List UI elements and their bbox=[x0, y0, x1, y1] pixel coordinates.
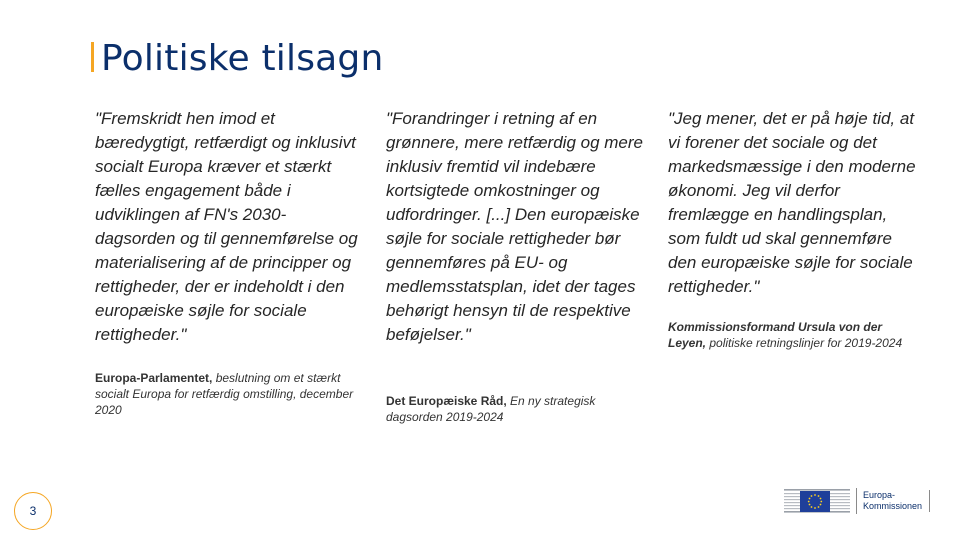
quote-source bbox=[95, 370, 360, 418]
quote-source-detail: politiske retningslinjer for 2019-2024 bbox=[706, 336, 903, 350]
quote-column-parliament bbox=[95, 107, 360, 418]
page-title: Politiske tilsagn bbox=[101, 38, 384, 79]
european-commission-logo bbox=[784, 486, 930, 516]
quote-text: "Fremskridt hen imod et bæredygtigt, retfærdigt og inklusivt socialt Europa kræver et stærkt fælles engagement både i udviklingen af FN's 2030-dagsorden og til gennemførelse og materialisering af de principper og rettigheder, der er indeholdt i den europæiske søjle for sociale rettigheder." bbox=[95, 109, 358, 344]
logo-text: Europa- Kommissionen bbox=[863, 490, 923, 511]
quote-column-commission bbox=[668, 107, 918, 351]
quote-source-detail: beslutning om et stærkt socialt Europa for retfærdig omstilling, december 2020 bbox=[95, 371, 354, 417]
quote-source-author: Europa-Parlamentet, bbox=[95, 371, 213, 385]
quote-source-author: Det Europæiske Råd, bbox=[386, 394, 507, 408]
quote-source-author: Kommissionsformand Ursula von der Leyen, bbox=[668, 320, 883, 350]
logo-end-divider bbox=[929, 490, 930, 512]
title-accent-bar bbox=[91, 42, 94, 72]
eu-flag-building-logo-icon bbox=[784, 486, 850, 516]
quote-column-council bbox=[386, 107, 644, 425]
quote-source bbox=[668, 319, 918, 351]
quote-source-detail: En ny strategisk dagsorden 2019-2024 bbox=[386, 394, 596, 424]
page-number: 3 bbox=[14, 492, 52, 530]
quote-text: "Jeg mener, det er på høje tid, at vi forener det sociale og det markedsmæssige i den moderne økonomi. Jeg vil derfor fremlægge en handlingsplan, som fuldt ud skal gennemføre den europæiske søjle for sociale rettigheder." bbox=[668, 109, 916, 296]
logo-divider bbox=[856, 488, 857, 514]
quote-source bbox=[386, 393, 644, 425]
quote-text: "Forandringer i retning af en grønnere, mere retfærdig og mere inklusiv fremtid vil indebære kortsigtede omkostninger og udfordringer. [...] Den europæiske søjle for sociale rettigheder bør gennemføres på EU- og medlemsstatsplan, idet der tages behørigt hensyn til de respektive beføjelser." bbox=[386, 109, 643, 344]
